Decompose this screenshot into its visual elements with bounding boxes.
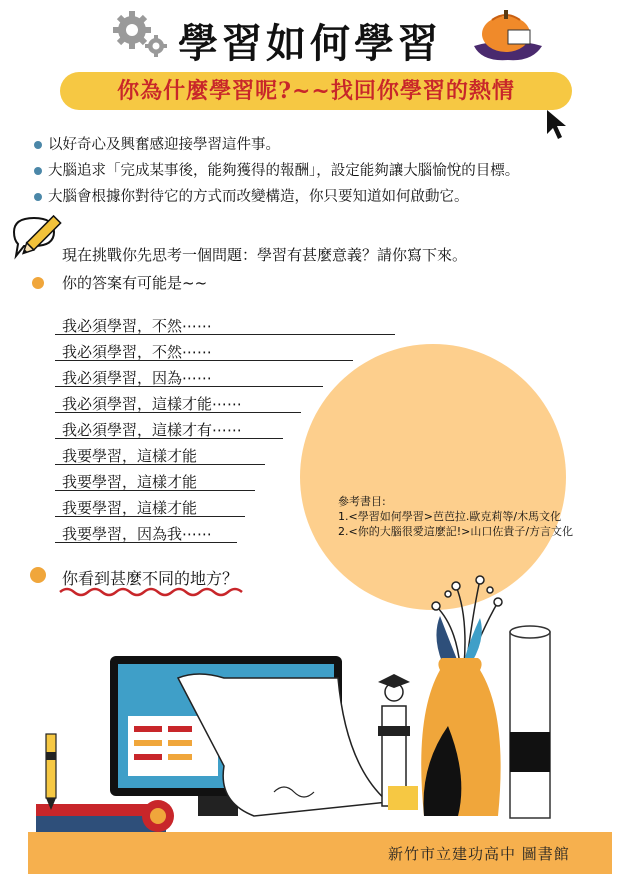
answer-line: 我要學習，因為我⋯⋯ <box>62 525 213 543</box>
answer-line: 我必須學習，這樣才有⋯⋯ <box>62 421 243 439</box>
answer-underline <box>55 516 245 517</box>
gears-icon <box>112 8 170 58</box>
reference-item: 1.<學習如何學習>芭芭拉.歐克莉等/木馬文化 <box>338 510 562 523</box>
references-heading: 參考書目: <box>338 495 386 508</box>
intro-bullet: 大腦會根據你對待它的方式而改變構造，你只要知道如何啟動它。 <box>34 184 519 210</box>
answer-lead: 你的答案有可能是~~ <box>62 274 208 292</box>
answer-underline <box>55 490 255 491</box>
mouse-cursor-icon <box>545 108 571 142</box>
answer-line: 我必須學習，不然⋯⋯ <box>62 317 213 335</box>
footer-library-name: 新竹市立建功高中 圖書館 <box>388 845 570 863</box>
answer-line: 我必須學習，因為⋯⋯ <box>62 369 213 387</box>
answer-line: 我要學習，這樣才能 <box>62 473 198 491</box>
answer-underline <box>55 334 395 335</box>
pumpkin-icon <box>472 6 544 62</box>
intro-bullet-list <box>34 132 519 210</box>
answer-underline <box>55 464 265 465</box>
references <box>338 494 573 539</box>
answer-line: 我必須學習，這樣才能⋯⋯ <box>62 395 243 413</box>
desk-illustration <box>28 566 612 834</box>
answer-underline <box>55 412 301 413</box>
answer-line: 我要學習，這樣才能 <box>62 499 198 517</box>
intro-bullet: 以好奇心及興奮感迎接學習這件事。 <box>34 132 519 158</box>
answer-line: 我必須學習，不然⋯⋯ <box>62 343 213 361</box>
reference-item: 2.<你的大腦很愛這麼記!>山口佐貴子/方言文化 <box>338 525 574 538</box>
difference-prompt: 你看到甚麼不同的地方？ <box>62 569 239 588</box>
answer-underline <box>55 360 353 361</box>
answer-underline <box>55 386 323 387</box>
challenge-question: 現在挑戰你先思考一個問題：學習有甚麼意義？請你寫下來。 <box>62 246 468 264</box>
answer-underline <box>55 438 283 439</box>
answer-bullet-dot <box>32 277 44 289</box>
banner-subtitle: 你為什麼學習呢?~~找回你學習的熱情 <box>117 78 515 104</box>
speech-bubble-pencil-icon <box>8 210 64 266</box>
page-title: 學習如何學習 <box>178 20 442 67</box>
answer-line: 我要學習，這樣才能 <box>62 447 198 465</box>
intro-bullet: 大腦追求「完成某事後，能夠獲得的報酬」，設定能夠讓大腦愉悅的目標。 <box>34 158 519 184</box>
answer-underline <box>55 542 237 543</box>
